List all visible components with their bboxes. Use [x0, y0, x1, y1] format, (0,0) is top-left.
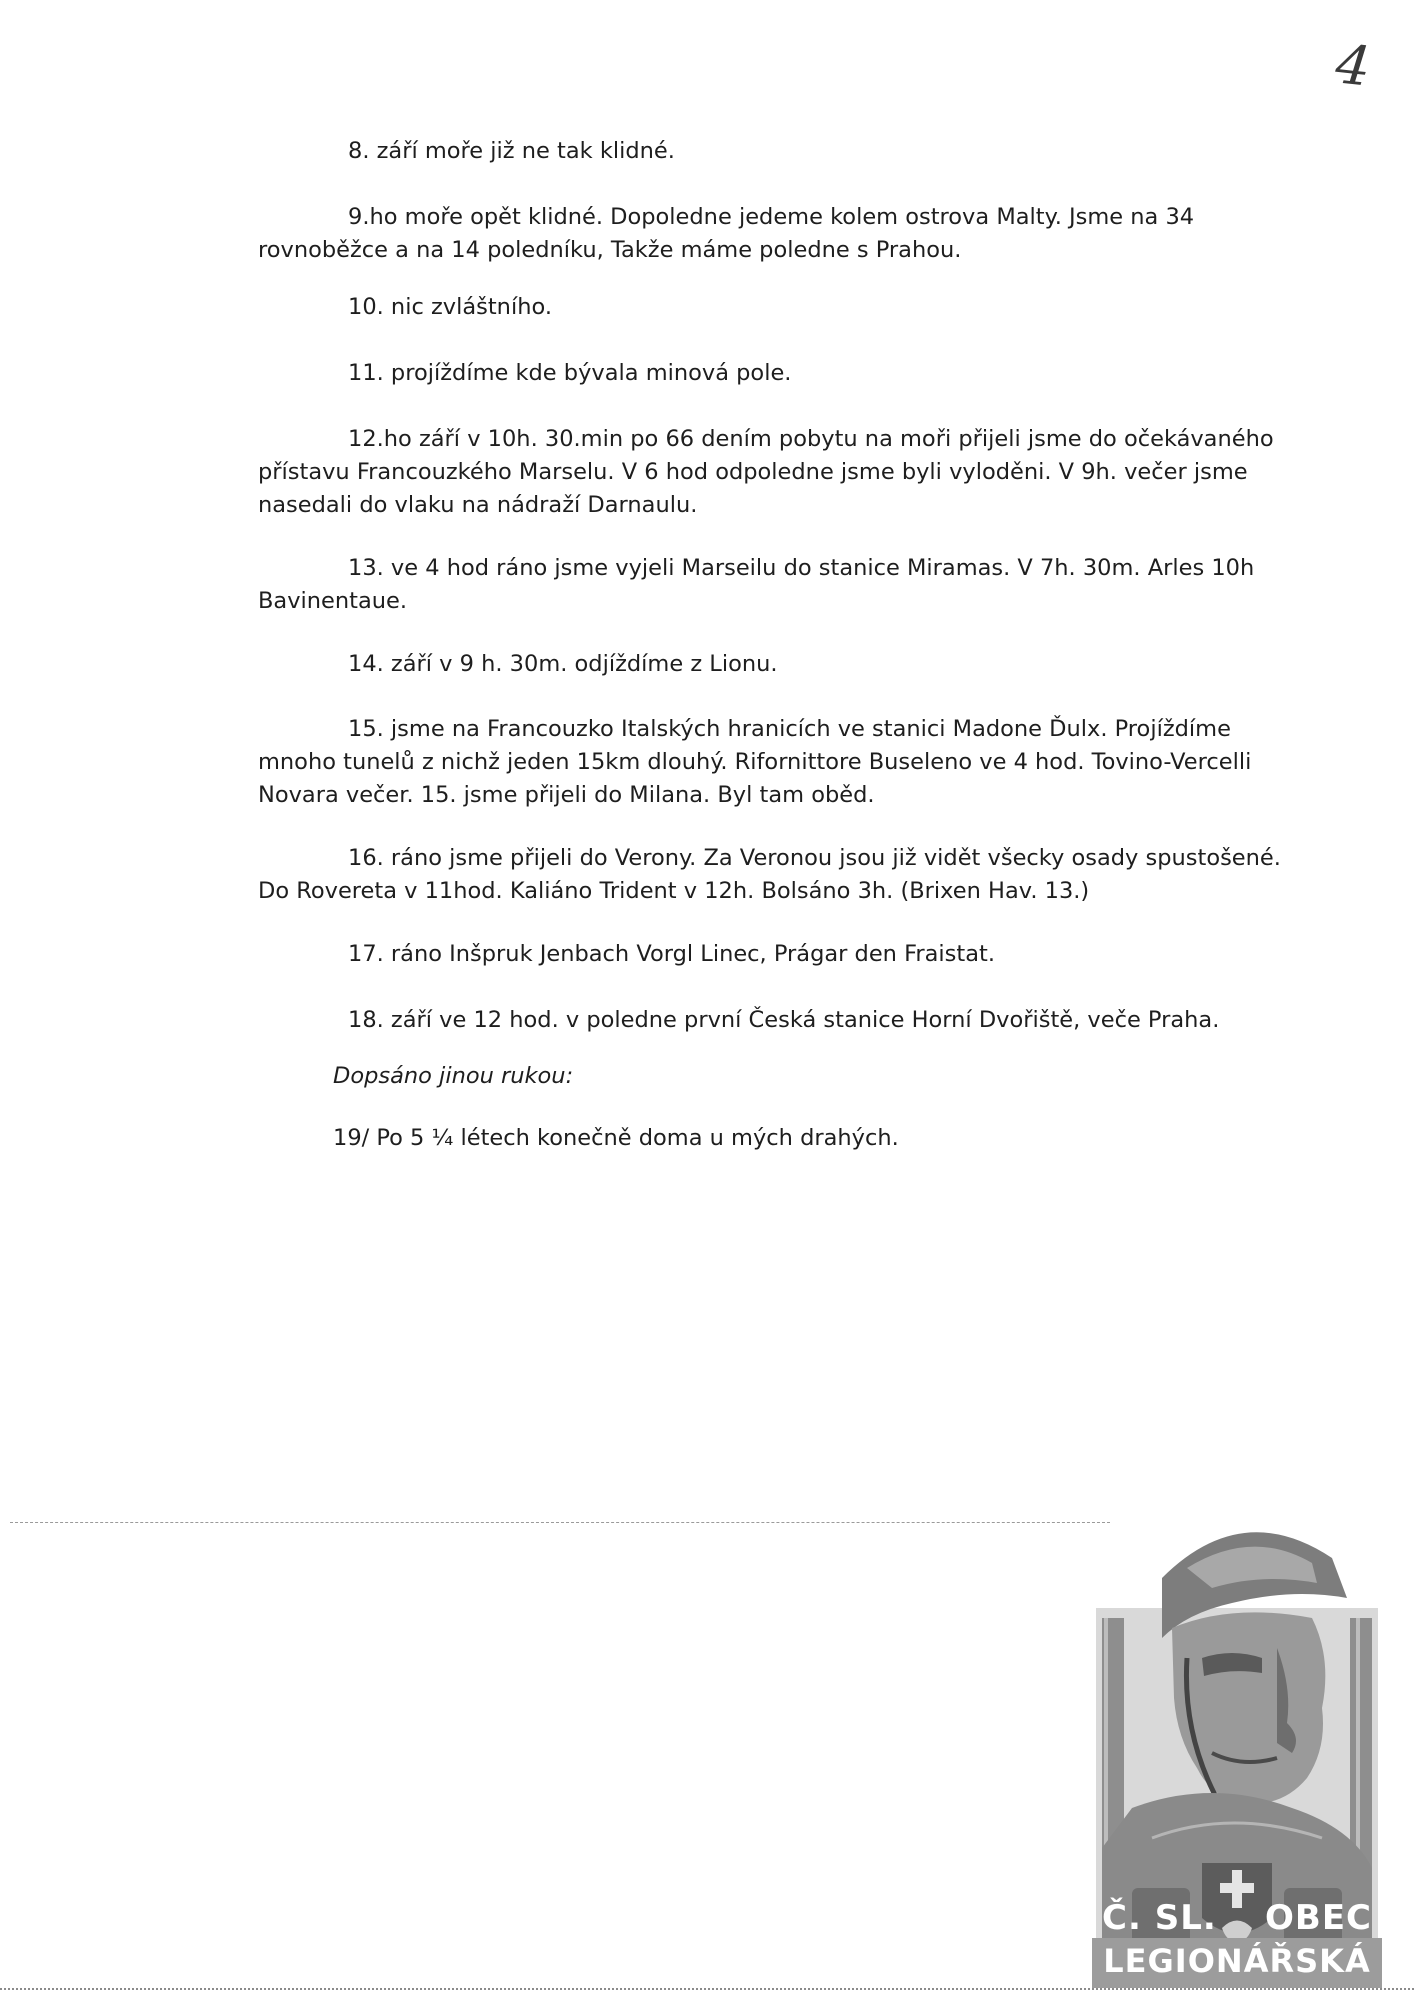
stamp-text-right: OBEC: [1265, 1898, 1372, 1938]
diary-entry-8: 8. září moře již ne tak klidné.: [348, 138, 675, 164]
diary-entry-18: 18. září ve 12 hod. v poledne první Česká stanice Horní Dvořiště, veče Praha.: [348, 1007, 1220, 1033]
page-number: 4: [1332, 32, 1374, 99]
stamp-text-bottom: LEGIONÁŘSKÁ: [1103, 1942, 1371, 1980]
diary-entry-16: 16. ráno jsme přijeli do Verony. Za Veronou jsou již vidět všecky osady spustošené. Do Rovereta v 11hod. Kaliáno Trident v 12h. Bolsáno 3h. (Brixen Hav. 13.): [258, 845, 1281, 904]
legion-emblem: [1092, 1508, 1382, 1988]
diary-entry-14: 14. září v 9 h. 30m. odjíždíme z Lionu.: [348, 651, 778, 677]
diary-entry-9: 9.ho moře opět klidné. Dopoledne jedeme kolem ostrova Malty. Jsme na 34 rovnoběžce a na 14 poledníku, Takže máme poledne s Prahou.: [258, 204, 1195, 263]
diary-entry-12: 12.ho září v 10h. 30.min po 66 dením pobytu na moři přijeli jsme do očekávaného přístavu Francouzkého Marselu. V 6 hod odpoledne jsme byli vyloděni. V 9h. večer jsme nasedali do vlaku na nádraží Darnaulu.: [258, 426, 1274, 518]
diary-entry-17: 17. ráno Inšpruk Jenbach Vorgl Linec, Prágar den Fraistat.: [348, 941, 995, 967]
scan-bottom-edge: [0, 1988, 1414, 1990]
scan-divider: [10, 1522, 1110, 1523]
diary-entry-11: 11. projíždíme kde bývala minová pole.: [348, 360, 792, 386]
handwriting-note: Dopsáno jinou rukou:: [333, 1063, 574, 1089]
final-entry: 19/ Po 5 ¼ létech konečně doma u mých drahých.: [333, 1125, 899, 1151]
diary-entry-10: 10. nic zvláštního.: [348, 294, 552, 320]
diary-entry-15: 15. jsme na Francouzko Italských hranicích ve stanici Madone Ďulx. Projíždíme mnoho tunelů z nichž jeden 15km dlouhý. Rifornittore Buseleno ve 4 hod. Tovino-Vercelli Novara večer. 15. jsme přijeli do Milana. Byl tam oběd.: [258, 716, 1252, 808]
stamp-text-left: Č. SL.: [1102, 1898, 1217, 1938]
diary-entry-13: 13. ve 4 hod ráno jsme vyjeli Marseilu do stanice Miramas. V 7h. 30m. Arles 10h Bavinentaue.: [258, 555, 1255, 614]
